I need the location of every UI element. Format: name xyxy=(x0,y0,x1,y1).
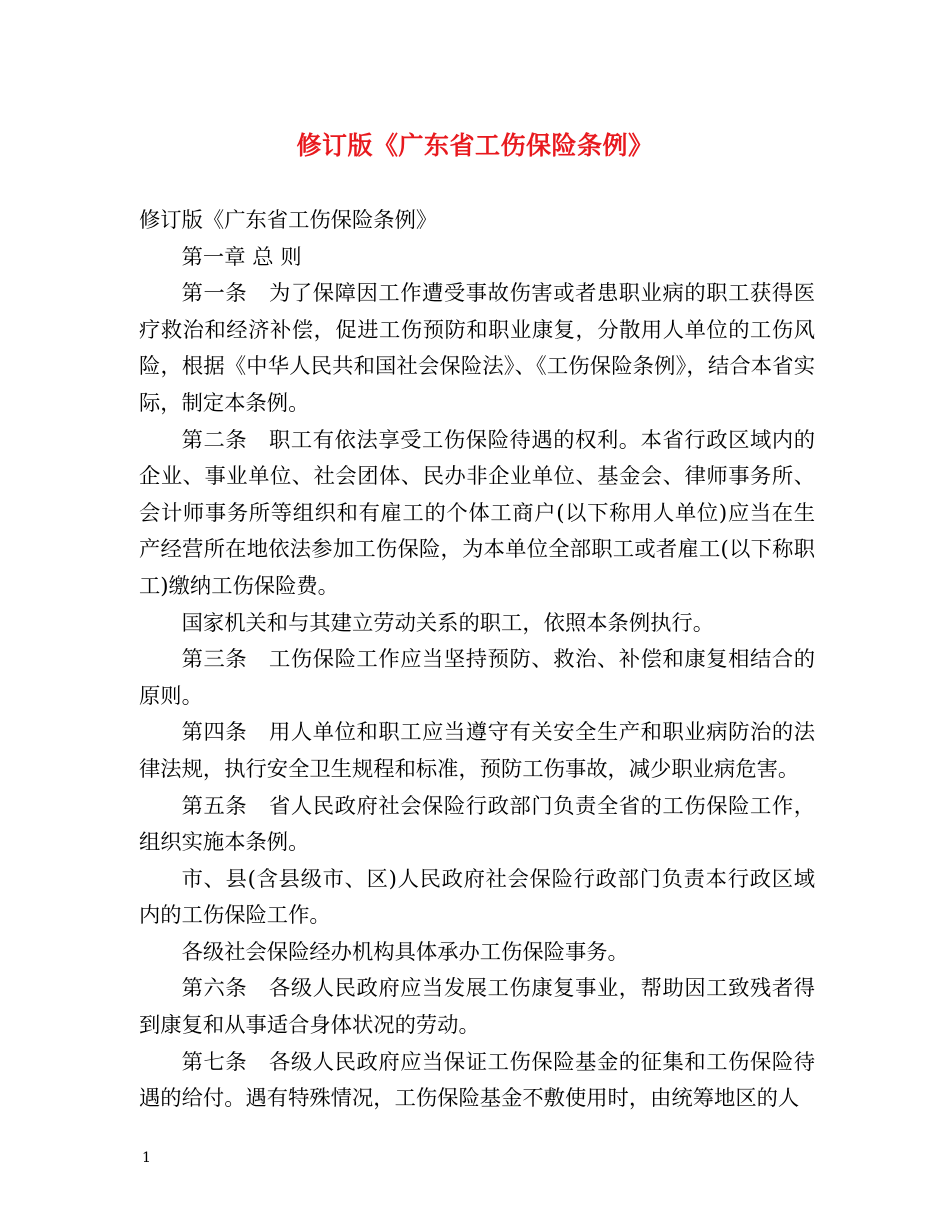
paragraph-article-7: 第七条 各级人民政府应当保证工伤保险基金的征集和工伤保险待遇的给付。遇有特殊情况，工伤保险基金不敷使用时，由统筹地区的人 xyxy=(139,1049,815,1112)
paragraph-article-4: 第四条 用人单位和职工应当遵守有关安全生产和职业病防治的法律法规，执行安全卫生规程和标准，预防工伤事故，减少职业病危害。 xyxy=(139,720,815,782)
paragraph-article-2-supplement: 国家机关和与其建立劳动关系的职工，依照本条例执行。 xyxy=(181,610,715,636)
document-title: 修订版《广东省工伤保险条例》 xyxy=(296,131,654,160)
paragraph-article-3: 第三条 工伤保险工作应当坚持预防、救治、补偿和康复相结合的原则。 xyxy=(139,647,815,709)
paragraph-heading: 修订版《广东省工伤保险条例》 xyxy=(139,208,438,233)
paragraph-article-5-supplement-1: 市、县(含县级市、区)人民政府社会保险行政部门负责本行政区域内的工伤保险工作。 xyxy=(139,866,815,929)
document-body xyxy=(139,203,815,1118)
paragraph-article-1: 第一条 为了保障因工作遭受事故伤害或者患职业病的职工获得医疗救治和经济补偿，促进工伤预防和职业康复，分散用人单位的工伤风险，根据《中华人民共和国社会保险法》、《工伤保险条例》，结合本省实际，制定本条例。 xyxy=(139,281,815,416)
page-number: 1 xyxy=(142,1150,151,1166)
chapter-heading: 第一章 总 则 xyxy=(181,244,302,270)
paragraph-article-5: 第五条 省人民政府社会保险行政部门负责全省的工伤保险工作，组织实施本条例。 xyxy=(139,793,815,856)
paragraph-article-5-supplement-2: 各级社会保险经办机构具体承办工伤保险事务。 xyxy=(181,939,629,965)
paragraph-article-2: 第二条 职工有依法享受工伤保险待遇的权利。本省行政区域内的企业、事业单位、社会团体、民办非企业单位、基金会、律师事务所、会计师事务所等组织和有雇工的个体工商户(以下称用人单位)应当在生产经营所在地依法参加工伤保险，为本单位全部职工或者雇工(以下称职工)缴纳工伤保险费。 xyxy=(139,427,815,599)
paragraph-article-6: 第六条 各级人民政府应当发展工伤康复事业，帮助因工致残者得到康复和从事适合身体状况的劳动。 xyxy=(139,976,815,1039)
